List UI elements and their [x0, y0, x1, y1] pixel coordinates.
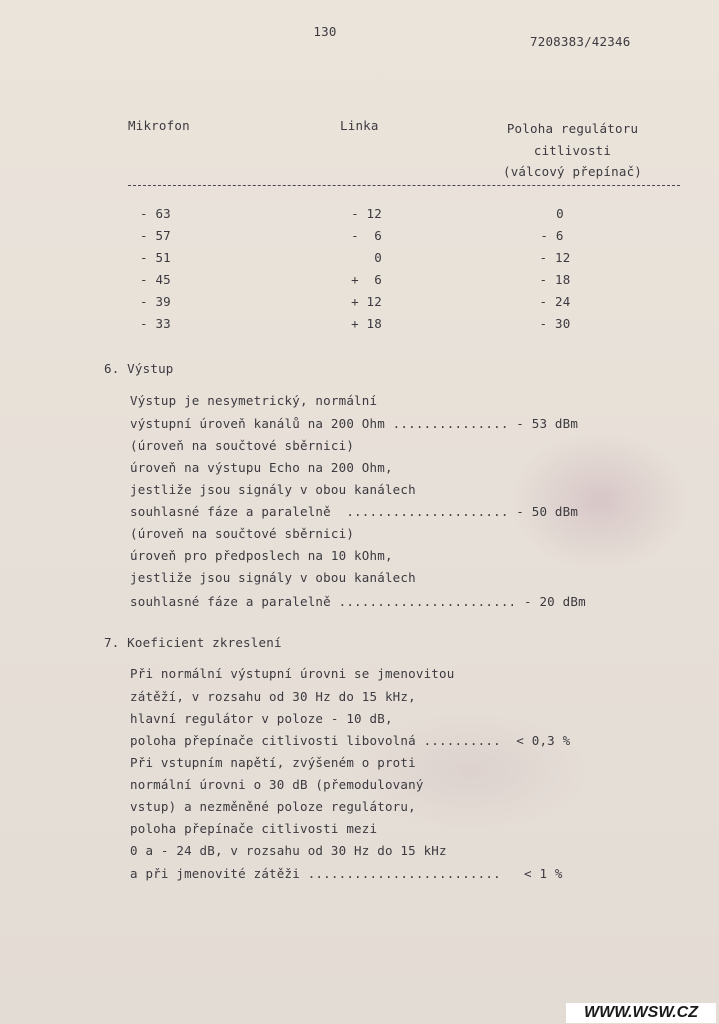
section-6-line: úroveň na výstupu Echo na 200 Ohm,: [130, 460, 393, 475]
section-7-line: zátěží, v rozsahu od 30 Hz do 15 kHz,: [130, 689, 416, 704]
page-number: 130: [313, 24, 337, 39]
table-cell-linka: + 12: [351, 294, 382, 309]
table-cell-linka: + 6: [351, 272, 382, 287]
table-cell-mikrofon: - 33: [140, 316, 171, 331]
section-6-line: (úroveň na součtové sběrnici): [130, 526, 355, 541]
section-7-line: vstup) a nezměněné poloze regulátoru,: [130, 799, 416, 814]
table-cell-poloha: - 12: [539, 250, 571, 265]
table-cell-poloha: - 6: [540, 228, 564, 243]
table-divider: [128, 185, 680, 186]
column-header-poloha-line1: Poloha regulátoru: [506, 121, 639, 136]
section-6-line: úroveň pro předposlech na 10 kOhm,: [130, 548, 393, 563]
section-7-line: 0 a - 24 dB, v rozsahu od 30 Hz do 15 kHz: [130, 843, 447, 858]
section-6-line: Výstup je nesymetrický, normální: [130, 393, 378, 408]
column-header-linka: Linka: [340, 118, 379, 133]
section-6-line: výstupní úroveň kanálů na 200 Ohm ............... - 53 dBm: [130, 416, 579, 431]
section-6-line: souhlasné fáze a paralelně ..................... - 50 dBm: [130, 504, 579, 519]
section-7-line: a při jmenovité zátěži ......................... < 1 %: [130, 866, 563, 881]
section-7-line: poloha přepínače citlivosti mezi: [130, 821, 378, 836]
section-6-line: souhlasné fáze a paralelně ....................... - 20 dBm: [130, 594, 586, 609]
table-cell-linka: - 12: [351, 206, 382, 221]
table-cell-linka: - 6: [351, 228, 382, 243]
table-cell-linka: + 18: [351, 316, 382, 331]
section-6-line: jestliže jsou signály v obou kanálech: [130, 570, 416, 585]
section-7-line: Při vstupním napětí, zvýšeném o proti: [130, 755, 416, 770]
column-header-mikrofon: Mikrofon: [128, 118, 190, 133]
section-6-line: jestliže jsou signály v obou kanálech: [130, 482, 416, 497]
section-6-heading: 6. Výstup: [104, 361, 174, 376]
column-header-poloha-line3: (válcový přepínač): [502, 164, 643, 179]
section-7-line: poloha přepínače citlivosti libovolná .......... < 0,3 %: [130, 733, 571, 748]
table-cell-mikrofon: - 45: [140, 272, 171, 287]
table-cell-mikrofon: - 51: [140, 250, 171, 265]
section-7-line: Při normální výstupní úrovni se jmenovitou: [130, 666, 455, 681]
table-cell-mikrofon: - 63: [140, 206, 171, 221]
table-cell-poloha: 0: [556, 206, 564, 221]
table-cell-poloha: - 18: [539, 272, 571, 287]
table-cell-poloha: - 30: [539, 316, 571, 331]
section-7-heading: 7. Koeficient zkreslení: [104, 635, 282, 650]
section-7-line: normální úrovni o 30 dB (přemodulovaný: [130, 777, 424, 792]
table-cell-mikrofon: - 39: [140, 294, 171, 309]
column-header-poloha-line2: citlivosti: [533, 143, 612, 158]
section-7-line: hlavní regulátor v poloze - 10 dB,: [130, 711, 393, 726]
table-cell-poloha: - 24: [539, 294, 571, 309]
table-cell-mikrofon: - 57: [140, 228, 171, 243]
document-id: 7208383/42346: [530, 34, 631, 49]
table-cell-linka: 0: [374, 250, 382, 265]
watermark-label: WWW.WSW.CZ: [566, 1003, 716, 1023]
section-6-line: (úroveň na součtové sběrnici): [130, 438, 355, 453]
